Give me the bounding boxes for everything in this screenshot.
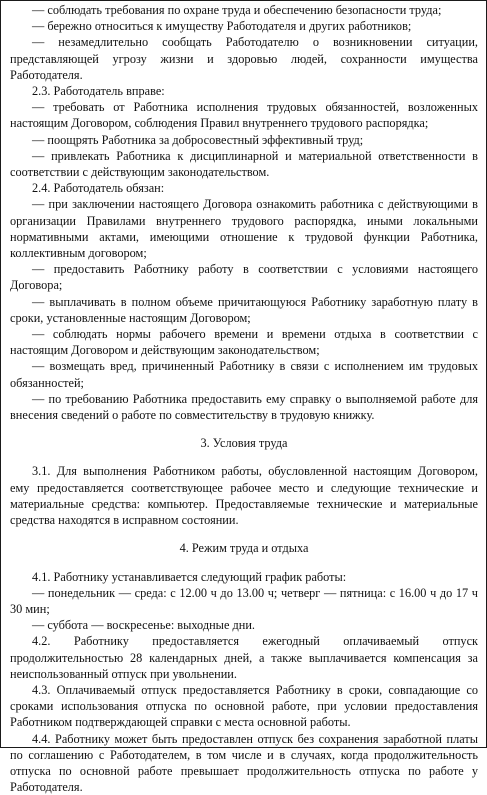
clause-2-3: 2.3. Работодатель вправе: [32, 84, 165, 99]
obligation-item: — при заключении настоящего Договора ознакомить работника с действующими в организации Правилами внутреннего трудового распорядка, иными локальными нормативными актами, имеющими отношение к трудовой функции Работника, коллективным договором; [10, 197, 478, 261]
clause-4-3: 4.3. Оплачиваемый отпуск предоставляется Работнику в сроки, совпадающие со сроками использования отпуска по основной работе, при условии предоставления Работником подтверждающей справки с места основной работы. [10, 682, 478, 730]
obligation-item: — выплачивать в полном объеме причитающуюся Работнику заработную плату в сроки, установленные настоящим Договором; [10, 294, 478, 325]
section-3-heading: 3. Условия труда [200, 436, 288, 451]
clause-4-2: 4.2. Работнику предоставляется ежегодный оплачиваемый отпуск продолжительностью 28 календарных дней, а также выплачивается компенсация за неиспользованный отпуск при увольнении. [10, 634, 478, 681]
schedule-item: — суббота — воскресенье: выходные дни. [32, 618, 255, 633]
duty-item: — бережно относиться к имуществу Работодателя и других работников; [32, 19, 412, 34]
section-4-heading: 4. Режим труда и отдыха [179, 541, 309, 556]
obligation-item: — по требованию Работника предоставить ему справку о выполняемой работе для внесения сведений о работе по совместительству в трудовую книжку. [10, 391, 478, 423]
obligation-item: — соблюдать нормы рабочего времени и времени отдыха в соответствии с настоящим Договором и действующим законодательством; [10, 327, 478, 358]
right-item: — требовать от Работника исполнения трудовых обязанностей, возложенных настоящим Договором, соблюдения Правил внутреннего трудового распорядка; [10, 100, 478, 131]
obligation-item: — предоставить Работнику работу в соответствии с условиями настоящего Договора; [10, 262, 478, 293]
right-item: — поощрять Работника за добросовестный эффективный труд; [32, 132, 364, 147]
right-item: — привлекать Работника к дисциплинарной и материальной ответственности в соответствии с действующим законодательством. [10, 148, 478, 180]
clause-4-4: 4.4. Работнику может быть предоставлен отпуск без сохранения заработной платы по соглашению с Работодателем, в том числе и в случаях, когда продолжительность отпуска по основной работе превышает продолжительность отпуска по работе у Работодателя. [10, 731, 478, 795]
clause-3-1: 3.1. Для выполнения Работником работы, обусловленной настоящим Договором, ему предоставляется соответствующее рабочее место и следующие технические и материальные средства: компьютер. Предоставляемые технические и материальные средства находятся в исправном состоянии. [10, 464, 478, 528]
duty-item: — соблюдать требования по охране труда и обеспечению безопасности труда; [32, 3, 442, 17]
clause-4-1: 4.1. Работнику устанавливается следующий график работы: [32, 569, 347, 584]
obligation-item: — возмещать вред, причиненный Работнику в связи с исполнением им трудовых обязанностей; [10, 359, 478, 390]
schedule-item: — понедельник — среда: с 12.00 ч до 13.00 ч; четверг — пятница: с 16.00 ч до 17 ч 30 мин; [10, 585, 478, 616]
clause-2-4: 2.4. Работодатель обязан: [32, 181, 165, 196]
duty-item: — незамедлительно сообщать Работодателю о возникновении ситуации, представляющей угрозу жизни и здоровью людей, сохранности имущества Работодателя. [10, 35, 478, 82]
